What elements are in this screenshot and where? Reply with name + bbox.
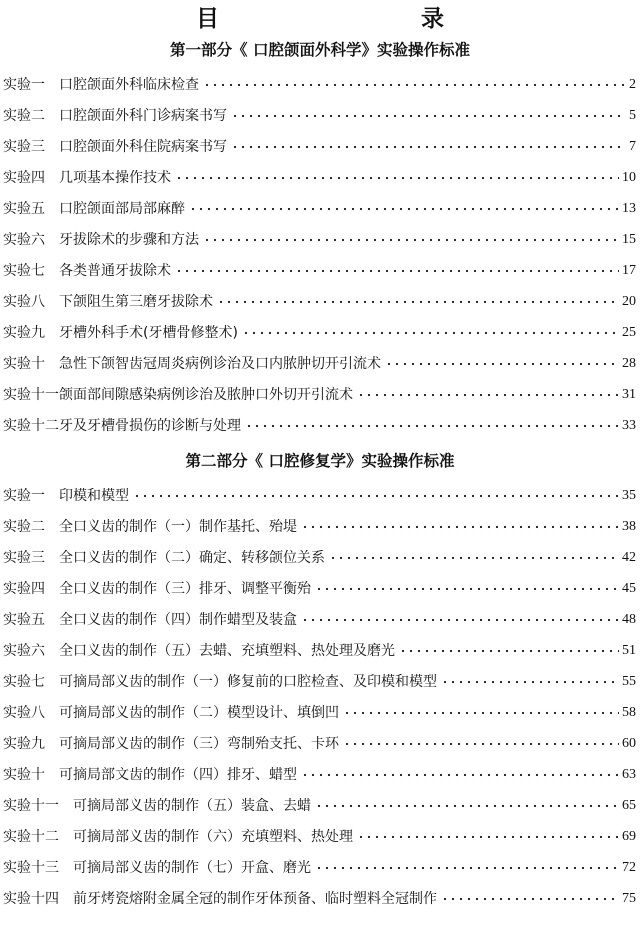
dot-leader: [175, 266, 619, 276]
dot-leader: [315, 863, 619, 873]
entry-title: 各类普通牙拔除术: [59, 263, 171, 279]
entry-number: 实验九: [3, 325, 45, 341]
dot-leader: [357, 832, 619, 842]
entry-title: 口腔颌面外科临床检查: [59, 77, 199, 93]
entry-title: 可摘局部文齿的制作（四）排牙、蜡型: [59, 767, 297, 783]
entry-page-number: 31: [622, 387, 636, 402]
toc-entry[interactable]: [3, 669, 636, 691]
entry-number: 实验四: [3, 581, 45, 597]
entry-title: 颌面部间隙感染病例诊治及脓肿口外切开引流术: [59, 387, 353, 403]
entry-title: 下颌阻生第三磨牙拔除术: [59, 294, 213, 310]
entry-number: 实验八: [3, 294, 45, 310]
dot-leader: [189, 204, 619, 214]
entry-page-number: 33: [622, 418, 636, 433]
entry-page-number: 28: [622, 356, 636, 371]
entry-number: 实验十四: [3, 891, 59, 907]
dot-leader: [133, 491, 619, 501]
entry-number: 实验六: [3, 643, 45, 659]
entry-number: 实验二: [3, 108, 45, 124]
dot-leader: [301, 615, 619, 625]
entry-number: 实验七: [3, 674, 45, 690]
toc-entry[interactable]: [3, 793, 636, 815]
entry-number: 实验二: [3, 519, 45, 535]
part1-heading: 第一部分《 口腔颌面外科学》实验操作标准: [170, 40, 470, 59]
dot-leader: [441, 894, 619, 904]
entry-title: 口腔颌面部局部麻醉: [59, 201, 185, 217]
entry-number: 实验五: [3, 612, 45, 628]
dot-leader: [329, 553, 619, 563]
dot-leader: [301, 770, 619, 780]
entry-page-number: 45: [622, 581, 636, 596]
entry-page-number: 2: [629, 77, 636, 92]
entry-title: 可摘局部义齿的制作（五）装盒、去蜡: [73, 798, 311, 814]
entry-page-number: 7: [629, 139, 636, 154]
entry-title: 可摘局部义齿的制作（三）弯制殆支托、卡环: [59, 736, 339, 752]
toc-entry[interactable]: [3, 103, 636, 125]
toc-entry[interactable]: [3, 134, 636, 156]
toc-entry[interactable]: [3, 165, 636, 187]
toc-entry[interactable]: [3, 638, 636, 660]
entry-page-number: 35: [622, 488, 636, 503]
entry-title: 牙拔除术的步骤和方法: [59, 232, 199, 248]
dot-leader: [231, 111, 626, 121]
entry-number: 实验十二: [3, 829, 59, 845]
toc-entry[interactable]: [3, 886, 636, 908]
entry-page-number: 58: [622, 705, 636, 720]
dot-leader: [242, 328, 619, 338]
toc-entry[interactable]: [3, 320, 636, 342]
entry-title: 全口义齿的制作（四）制作蜡型及装盒: [59, 612, 297, 628]
entry-title: 可摘局部义齿的制作（六）充填塑料、热处理: [73, 829, 353, 845]
entry-number: 实验三: [3, 139, 45, 155]
dot-leader: [385, 359, 619, 369]
entry-page-number: 55: [622, 674, 636, 689]
toc-entry[interactable]: [3, 762, 636, 784]
dot-leader: [441, 677, 619, 687]
entry-number: 实验四: [3, 170, 45, 186]
toc-entry[interactable]: [3, 545, 636, 567]
entry-title: 牙及牙槽骨损伤的诊断与处理: [59, 418, 241, 434]
toc-entry[interactable]: [3, 72, 636, 94]
entry-page-number: 5: [629, 108, 636, 123]
entry-number: 实验三: [3, 550, 45, 566]
entry-number: 实验九: [3, 736, 45, 752]
toc-entry[interactable]: [3, 413, 636, 435]
entry-page-number: 10: [622, 170, 636, 185]
entry-title: 可摘局部义齿的制作（七）开盒、磨光: [73, 860, 311, 876]
toc-entry[interactable]: [3, 514, 636, 536]
dot-leader: [175, 173, 619, 183]
entry-title: 几项基本操作技术: [59, 170, 171, 186]
toc-entry[interactable]: [3, 700, 636, 722]
part2-heading: 第二部分《 口腔修复学》实验操作标准: [185, 451, 455, 470]
dot-leader: [203, 235, 619, 245]
entry-number: 实验十二: [3, 418, 59, 434]
entry-page-number: 17: [622, 263, 636, 278]
entry-title: 口腔颌面外科住院病案书写: [59, 139, 227, 155]
toc-entry[interactable]: [3, 382, 636, 404]
toc-entry[interactable]: [3, 824, 636, 846]
toc-entry[interactable]: [3, 731, 636, 753]
entry-number: 实验八: [3, 705, 45, 721]
entry-page-number: 75: [622, 891, 636, 906]
entry-number: 实验十三: [3, 860, 59, 876]
entry-title: 印模和模型: [59, 488, 129, 504]
document-title: 目 录: [196, 5, 496, 32]
entry-number: 实验七: [3, 263, 45, 279]
entry-number: 实验六: [3, 232, 45, 248]
dot-leader: [343, 708, 619, 718]
entry-page-number: 42: [622, 550, 636, 565]
entry-page-number: 51: [622, 643, 636, 658]
entry-title: 牙槽外科手术(牙槽骨修整术): [59, 325, 238, 341]
toc-entry[interactable]: [3, 607, 636, 629]
dot-leader: [301, 522, 619, 532]
entry-title: 急性下颌智齿冠周炎病例诊治及口内脓肿切开引流术: [59, 356, 381, 372]
entry-number: 实验十: [3, 767, 45, 783]
entry-page-number: 48: [622, 612, 636, 627]
entry-title: 口腔颌面外科门诊病案书写: [59, 108, 227, 124]
entry-number: 实验十一: [3, 387, 59, 403]
entry-page-number: 65: [622, 798, 636, 813]
entry-page-number: 69: [622, 829, 636, 844]
entry-title: 可摘局部义齿的制作（二）模型设计、填倒凹: [59, 705, 339, 721]
entry-number: 实验一: [3, 77, 45, 93]
entry-page-number: 72: [622, 860, 636, 875]
dot-leader: [357, 390, 619, 400]
toc-entry[interactable]: [3, 196, 636, 218]
entry-title: 全口义齿的制作（三）排牙、调整平衡殆: [59, 581, 311, 597]
dot-leader: [315, 801, 619, 811]
entry-title: 全口义齿的制作（五）去蜡、充填塑料、热处理及磨光: [59, 643, 395, 659]
toc-entry[interactable]: [3, 227, 636, 249]
dot-leader: [399, 646, 619, 656]
entry-number: 实验五: [3, 201, 45, 217]
dot-leader: [245, 421, 619, 431]
entry-page-number: 25: [622, 325, 636, 340]
entry-number: 实验十一: [3, 798, 59, 814]
entry-page-number: 13: [622, 201, 636, 216]
dot-leader: [315, 584, 619, 594]
dot-leader: [217, 297, 619, 307]
entry-page-number: 15: [622, 232, 636, 247]
dot-leader: [343, 739, 619, 749]
toc-entry[interactable]: [3, 483, 636, 505]
entry-page-number: 38: [622, 519, 636, 534]
entry-title: 前牙烤瓷熔附金属全冠的制作牙体预备、临时塑料全冠制作: [73, 891, 437, 907]
toc-entry[interactable]: [3, 855, 636, 877]
entry-page-number: 63: [622, 767, 636, 782]
entry-page-number: 60: [622, 736, 636, 751]
entry-number: 实验十: [3, 356, 45, 372]
entry-title: 可摘局部义齿的制作（一）修复前的口腔检查、及印模和模型: [59, 674, 437, 690]
dot-leader: [231, 142, 626, 152]
toc-entry[interactable]: [3, 351, 636, 373]
toc-entry[interactable]: [3, 258, 636, 280]
toc-entry[interactable]: [3, 576, 636, 598]
entry-number: 实验一: [3, 488, 45, 504]
entry-title: 全口义齿的制作（二）确定、转移颌位关系: [59, 550, 325, 566]
dot-leader: [203, 80, 626, 90]
entry-page-number: 20: [622, 294, 636, 309]
toc-entry[interactable]: [3, 289, 636, 311]
entry-title: 全口义齿的制作（一）制作基托、殆堤: [59, 519, 297, 535]
